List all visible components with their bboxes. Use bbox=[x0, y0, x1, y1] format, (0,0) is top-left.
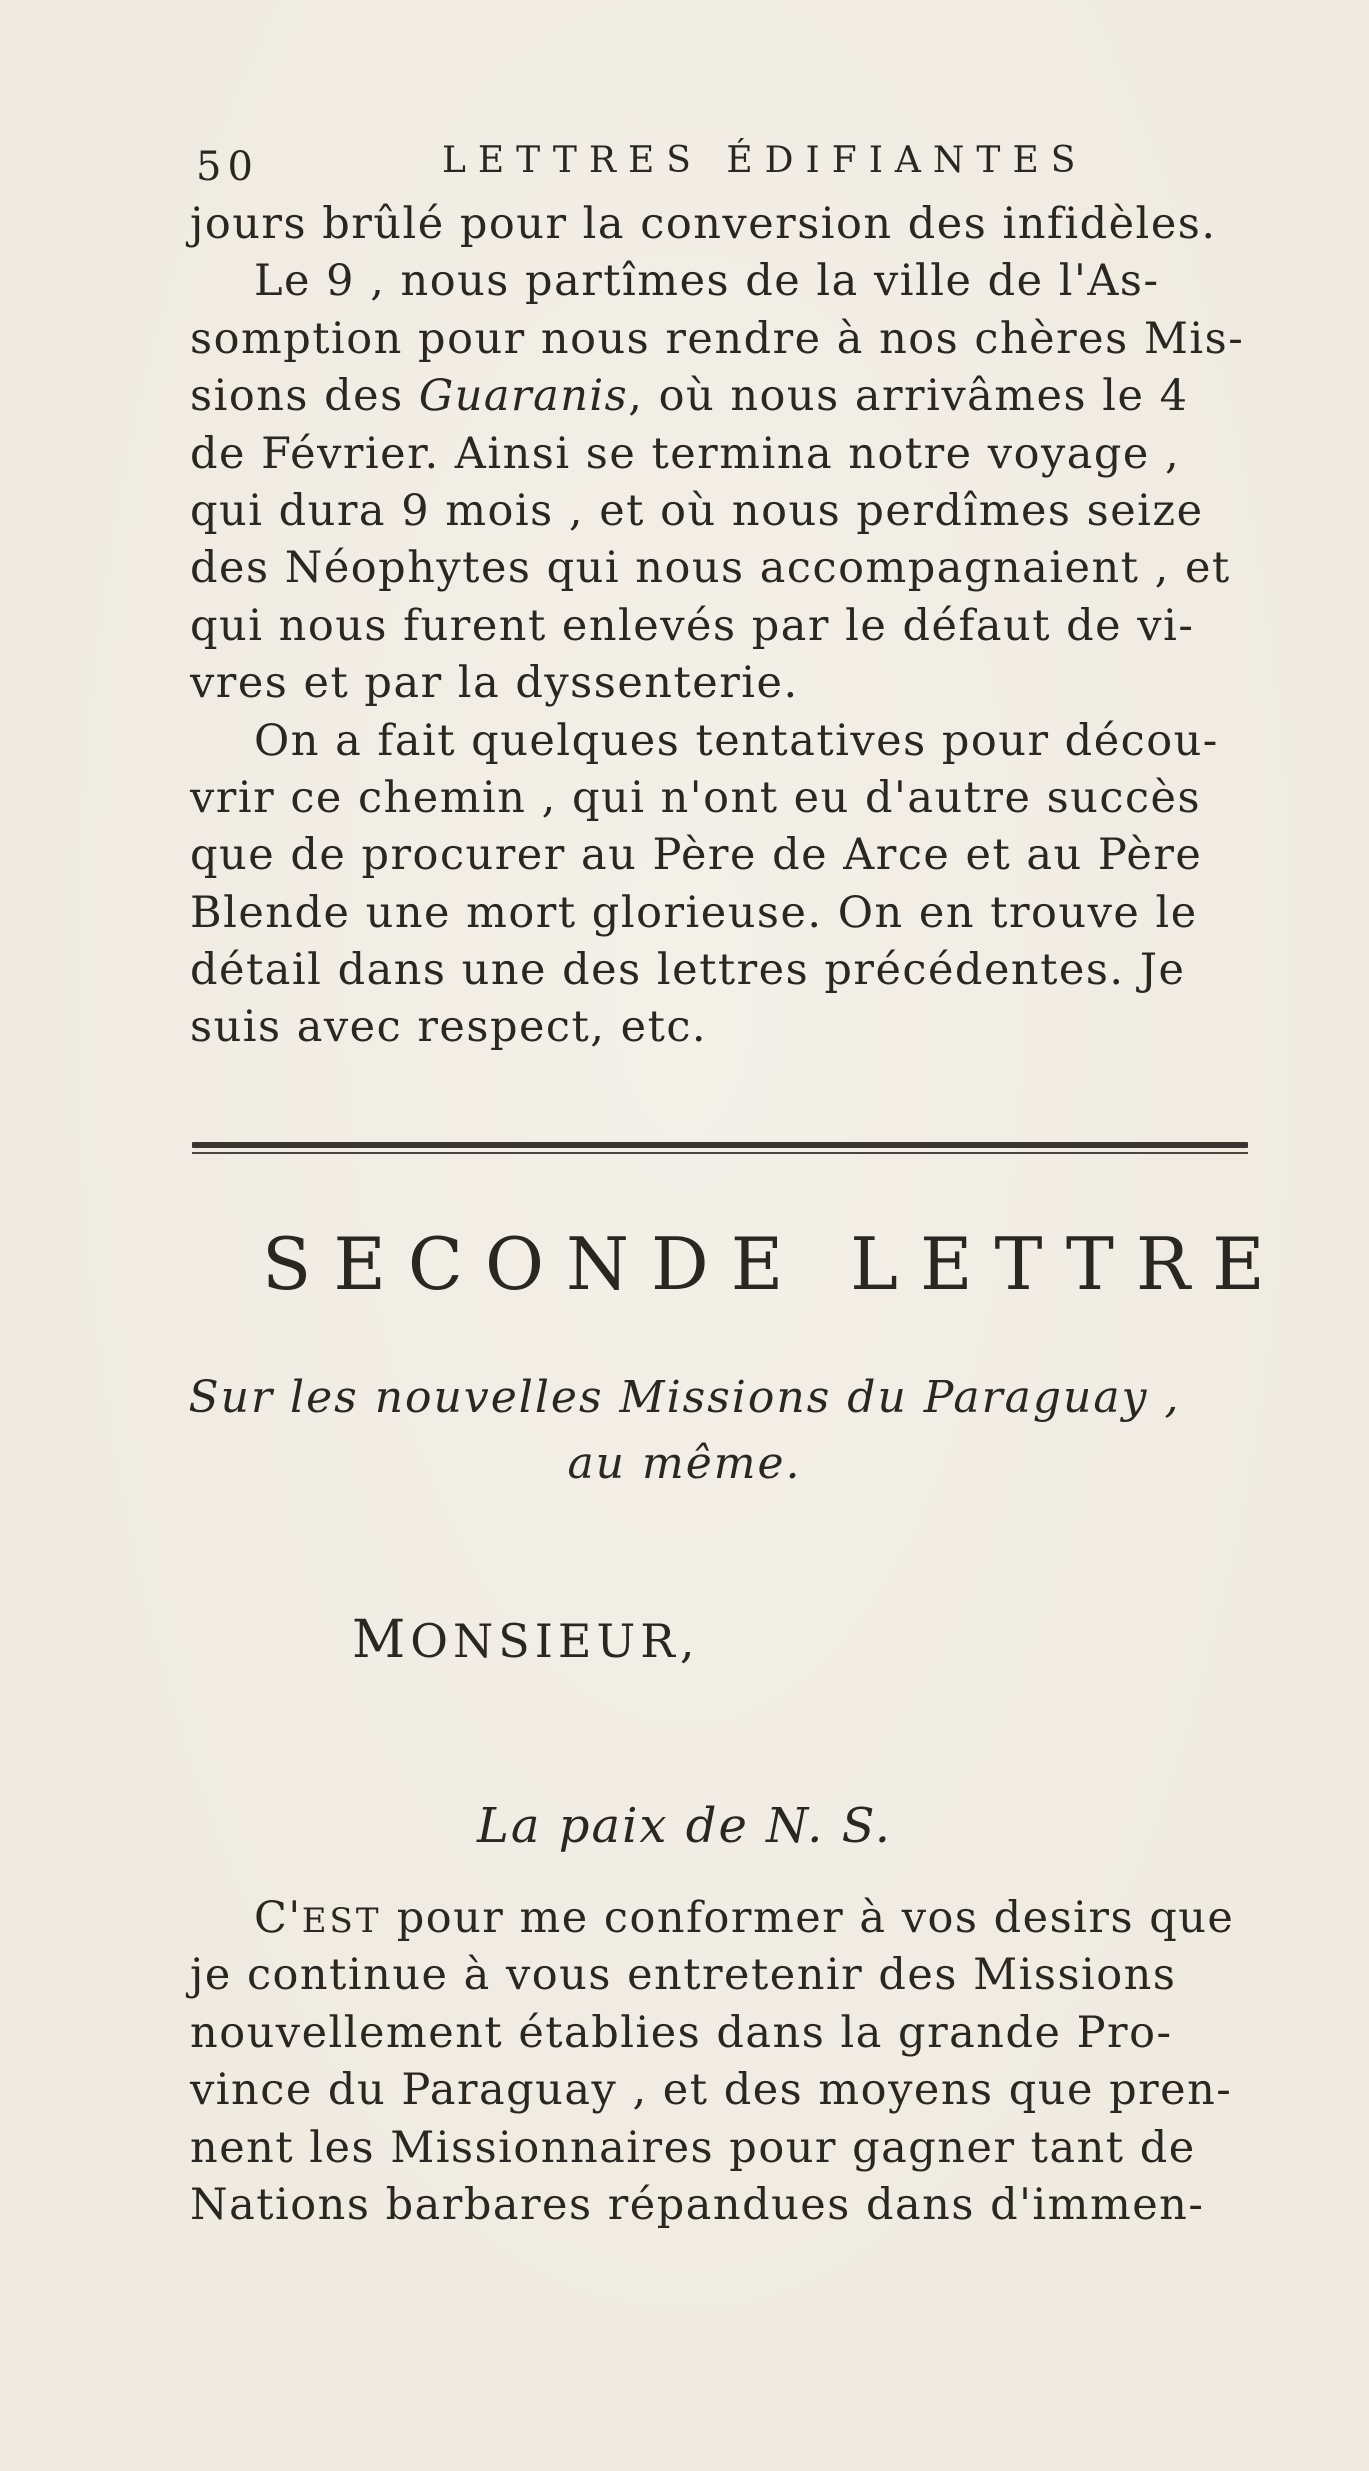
text-fragment: , où nous arrivâmes le 4 bbox=[628, 371, 1189, 422]
text-line: On a fait quelques tentatives pour décou- bbox=[254, 715, 1219, 766]
text-line: de Février. Ainsi se termina notre voyage , bbox=[190, 428, 1181, 479]
running-head bbox=[196, 140, 1096, 200]
page-number: 50 bbox=[196, 144, 259, 190]
text-line: Le 9 , nous partîmes de la ville de l'As- bbox=[254, 256, 1160, 307]
salutation-initial: M bbox=[352, 1610, 411, 1670]
italic-word: Guaranis bbox=[418, 371, 629, 422]
salutation bbox=[352, 1610, 700, 1670]
section-rule-thin bbox=[192, 1152, 1248, 1154]
running-title: LETTRES ÉDIFIANTES bbox=[442, 140, 1088, 181]
opening-small-caps: EST bbox=[301, 1901, 382, 1941]
paragraph-1 bbox=[190, 196, 1290, 1057]
greeting: La paix de N. S. bbox=[476, 1798, 893, 1854]
text-line bbox=[190, 1890, 1290, 1947]
text-fragment: sions des bbox=[190, 371, 419, 422]
text-line: nouvellement établies dans la grande Pro- bbox=[190, 2007, 1173, 2058]
section-subtitle: Sur les nouvelles Missions du Paraguay , bbox=[188, 1372, 1181, 1423]
section-title: SECONDE LETTRE bbox=[262, 1222, 1287, 1306]
text-line: vres et par la dyssenterie. bbox=[190, 658, 799, 709]
letter-body bbox=[190, 1890, 1290, 2234]
text-line: jours brûlé pour la conversion des infidèles. bbox=[190, 199, 1217, 249]
text-line: qui dura 9 mois , et où nous perdîmes seize bbox=[190, 485, 1204, 536]
text-line: vince du Paraguay , et des moyens que pren- bbox=[190, 2065, 1233, 2116]
text-line bbox=[190, 368, 1290, 425]
text-line: que de procurer au Père de Arce et au Père bbox=[190, 830, 1203, 881]
text-line: qui nous furent enlevés par le défaut de vi- bbox=[190, 600, 1195, 651]
text-line: vrir ce chemin , qui n'ont eu d'autre succès bbox=[190, 772, 1202, 823]
text-line: détail dans une des lettres précédentes. Je bbox=[190, 945, 1186, 996]
text-fragment: pour me conformer à vos desirs que bbox=[381, 1893, 1235, 1943]
opening-initial: C' bbox=[254, 1893, 302, 1943]
text-line: des Néophytes qui nous accompagnaient , et bbox=[190, 543, 1231, 594]
section-rule-thick bbox=[192, 1142, 1248, 1148]
text-line: nent les Missionnaires pour gagner tant de bbox=[190, 2122, 1196, 2173]
text-line: suis avec respect, etc. bbox=[190, 1002, 708, 1053]
text-line: je continue à vous entretenir des Missions bbox=[190, 1950, 1177, 2001]
section-subtitle: au même. bbox=[567, 1438, 802, 1489]
salutation-rest: ONSIEUR, bbox=[410, 1614, 700, 1668]
text-line: Blende une mort glorieuse. On en trouve le bbox=[190, 887, 1198, 938]
text-line: Nations barbares répandues dans d'immen- bbox=[190, 2179, 1205, 2230]
text-line: somption pour nous rendre à nos chères Mis- bbox=[190, 313, 1245, 364]
